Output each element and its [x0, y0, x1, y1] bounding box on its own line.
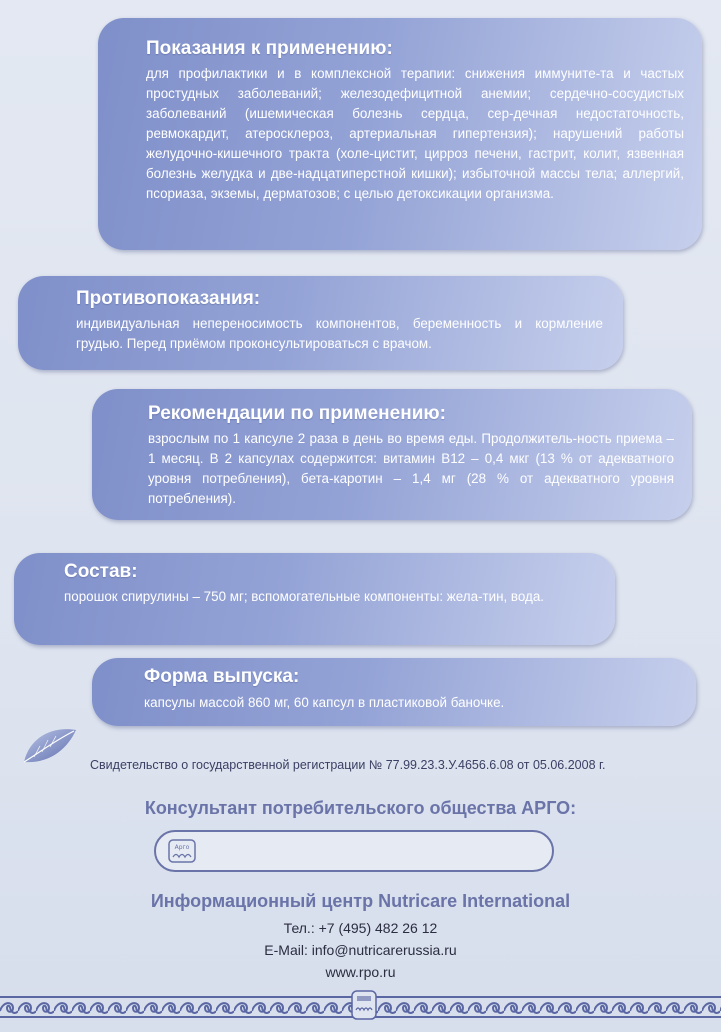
phone-number: Тел.: +7 (495) 482 26 12: [283, 920, 438, 936]
contraindications-panel: [18, 276, 623, 370]
composition-title: Состав:: [64, 561, 138, 582]
release-form-panel: [92, 658, 696, 726]
bottom-argo-logo-icon: [351, 990, 377, 1020]
registration-certificate: Свидетельство о государственной регистрации № 77.99.23.3.У.4656.6.08 от 05.06.2008 г.: [90, 758, 606, 772]
argo-logo-icon: [168, 839, 196, 863]
consultant-stamp-field: [154, 830, 554, 872]
email-address[interactable]: E-Mail: info@nutricarerussia.ru: [264, 942, 457, 958]
contraindications-title: Противопоказания:: [76, 288, 261, 309]
release-form-title: Форма выпуска:: [144, 666, 300, 687]
composition-panel: [14, 553, 615, 645]
argo-logo-text: Арго: [174, 844, 190, 851]
contraindications-text: индивидуальная непереносимость компонентов, беременность и кормление грудью. Перед приёмом проконсультироваться с врачом.: [76, 316, 603, 351]
indications-text: для профилактики и в комплексной терапии: снижения иммуните-та и частых простудных заболеваний; железодефицитной анемии; сердечно-сосудистых заболеваний (ишемическая болезнь сердца, сер-дечная недостаточность, ревмокардит, атеросклероз, артериальная гипертензия); нарушений работы желудочно-кишечного тракта (холе-цистит, цирроз печени, гастрит, колит, язвенная болезнь желудка и две-надцатиперстной кишки); избыточной массы тела; аллергий, псориаза, экземы, дерматозов; с целью детоксикации организма.: [146, 66, 684, 201]
recommendations-text: взрослым по 1 капсуле 2 раза в день во время еды. Продолжитель-ность приема – 1 месяц. В 2 капсулах содержится: витамин B12 – 0,4 мкг (13 % от адекватного уровня потребления), бета-каротин – 1,4 мг (28 % от адекватного уровня потребления).: [148, 431, 674, 506]
recommendations-title: Рекомендации по применению:: [148, 403, 446, 424]
indications-panel: [98, 18, 702, 250]
composition-text: порошок спирулины – 750 мг; вспомогательные компоненты: жела-тин, вода.: [64, 589, 545, 604]
consultant-title: Консультант потребительского общества АРГО:: [144, 798, 577, 818]
indications-title: Показания к применению:: [146, 38, 393, 59]
recommendations-panel: [92, 389, 692, 520]
info-center-title: Информационный центр Nutricare International: [150, 891, 571, 911]
leaf-icon: [20, 724, 78, 768]
website-link[interactable]: www.rpo.ru: [325, 964, 396, 980]
release-form-text: капсулы массой 860 мг, 60 капсул в пластиковой баночке.: [144, 695, 505, 710]
